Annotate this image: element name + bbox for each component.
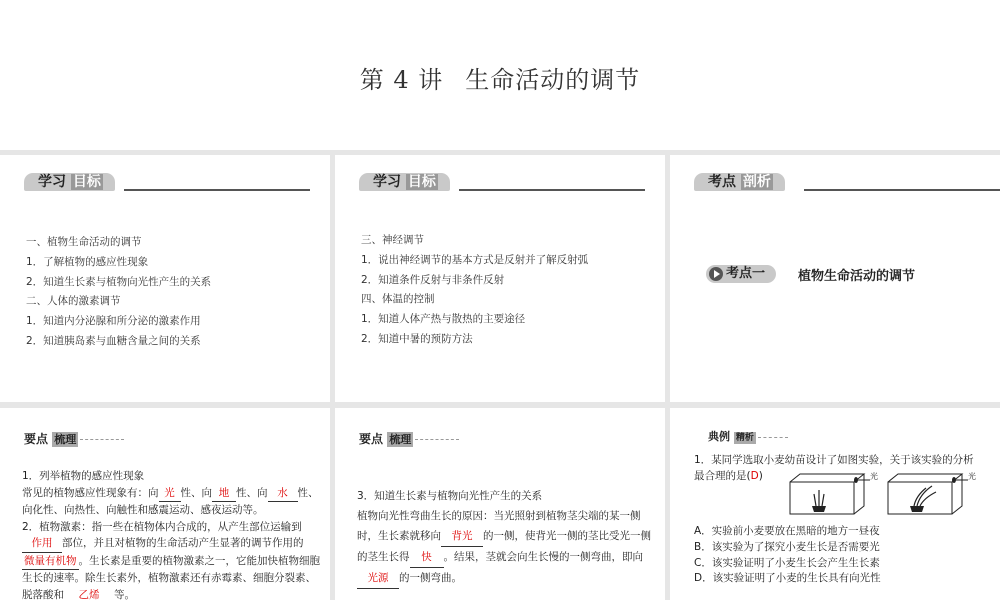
option-d[interactable]: D．该实验证明了小麦的生长具有向光性 [694, 572, 881, 585]
answer-blank: 光源 [357, 568, 399, 589]
answer-options [694, 524, 984, 587]
svg-text:光: 光 [968, 472, 976, 481]
answer-blank: 快 [410, 547, 444, 568]
list-item: 1．说出神经调节的基本方式是反射并了解反射弧 [361, 253, 589, 266]
answer-blank: 作用 [22, 535, 62, 553]
slide-example-question[interactable] [670, 408, 1000, 600]
light-label-left [870, 471, 878, 481]
section-header: 典例 精析 [708, 428, 788, 444]
section-header: 要点 梳理 [359, 430, 459, 447]
option-a[interactable]: A．实验前小麦要放在黑暗的地方一昼夜 [694, 525, 880, 537]
key-points-text: 3．知道生长素与植物向光性产生的关系 植物向光性弯曲生长的原因：当光照射到植物茎尖端的某一侧时，生长素就移向 背光 的一侧，使背光一侧的茎比受光一侧的茎生长得 快 。结果，茎就会向生长慢的一侧弯曲，即向光源 的一侧弯曲。 [357, 486, 655, 589]
light-label-right [968, 471, 976, 481]
slide-key-points-2[interactable] [335, 408, 665, 600]
list-item: 四、体温的控制 [361, 293, 435, 306]
list-item: 1．知道人体产热与散热的主要途径 [361, 313, 526, 326]
slide-learning-goals-1[interactable]: 学习 目标 一、植物生命活动的调节 1．了解植物的感应性现象 2．知道生长素与植物向光性产生的关系 二、人体的激素调节 1．知道内分泌腺和所分泌的激素作用 2．知道胰岛素与血糖含量之间的关系 [0, 155, 330, 402]
slide-learning-goals-2[interactable]: 学习 目标 三、神经调节 1．说出神经调节的基本方式是反射并了解反射弧 2．知道条件反射与非条件反射 四、体温的控制 1．知道人体产热与散热的主要途径 2．知道中暑的预防方法 [335, 155, 665, 402]
page-title [0, 60, 1000, 95]
list-item: 1．知道内分泌腺和所分泌的激素作用 [26, 315, 201, 328]
lecture-title: 生命活动的调节 [465, 66, 641, 94]
question-text: 1．某同学选取小麦幼苗设计了如图实验，关于该实验的分析最合理的是(D) [694, 454, 974, 482]
list-item: 一、植物生命活动的调节 [26, 236, 142, 248]
section-header: 要点 梳理 [24, 430, 124, 447]
list-item: 2．知道胰岛素与血糖含量之间的关系 [26, 334, 201, 347]
answer-blank: 乙烯 [64, 587, 114, 600]
goal-list [26, 233, 211, 352]
answer-blank: 微量有机物 [22, 553, 79, 571]
key-points-text: 1．列举植物的感应性现象 常见的植物感应性现象有：向 光 性、向 地 性、向 水 性、向化性、向热性、向触性和感震运动、感夜运动等。 2．植物激素：指一些在植物体内合成的，从产生部位运输到作用 部位，并且对植物的生命活动产生显著的调节作用的微量有机物 。生长素是重要的植物激素之一，它能加快植物细胞生长的速率。除生长素外，植物激素还有赤霉素、细胞分裂素、脱落酸和 乙烯 等。 [22, 468, 322, 600]
list-item: 2．知道条件反射与非条件反射 [361, 273, 505, 286]
list-item: 2．知道生长素与植物向光性产生的关系 [26, 275, 212, 288]
answer-mark: D [750, 470, 759, 482]
list-item: 1．了解植物的感应性现象 [26, 255, 149, 268]
svg-text:光: 光 [870, 472, 878, 481]
lecture-number: 第 4 讲 [359, 66, 444, 94]
answer-blank: 光 [159, 485, 181, 503]
experiment-diagram [786, 470, 992, 518]
list-item: 2．知道中暑的预防方法 [361, 332, 473, 345]
slide-key-points-1[interactable] [0, 408, 330, 600]
answer-blank: 地 [212, 485, 236, 503]
answer-blank: 水 [268, 485, 298, 503]
title-banner [0, 0, 1000, 150]
exam-point-title: 植物生命活动的调节 [798, 269, 916, 284]
answer-blank: 背光 [441, 526, 483, 547]
option-b[interactable]: B．该实验为了探究小麦生长是否需要光 [694, 540, 880, 553]
slide-exam-points[interactable]: 考点 剖析 考点一 植物生命活动的调节 [670, 155, 1000, 402]
option-c[interactable]: C．该实验证明了小麦生长会产生生长素 [694, 556, 880, 569]
list-item: 二、人体的激素调节 [26, 295, 121, 308]
list-item: 三、神经调节 [361, 234, 424, 246]
exam-point-badge: 考点一 [706, 265, 776, 283]
play-icon [709, 267, 723, 281]
goal-list [361, 231, 588, 350]
